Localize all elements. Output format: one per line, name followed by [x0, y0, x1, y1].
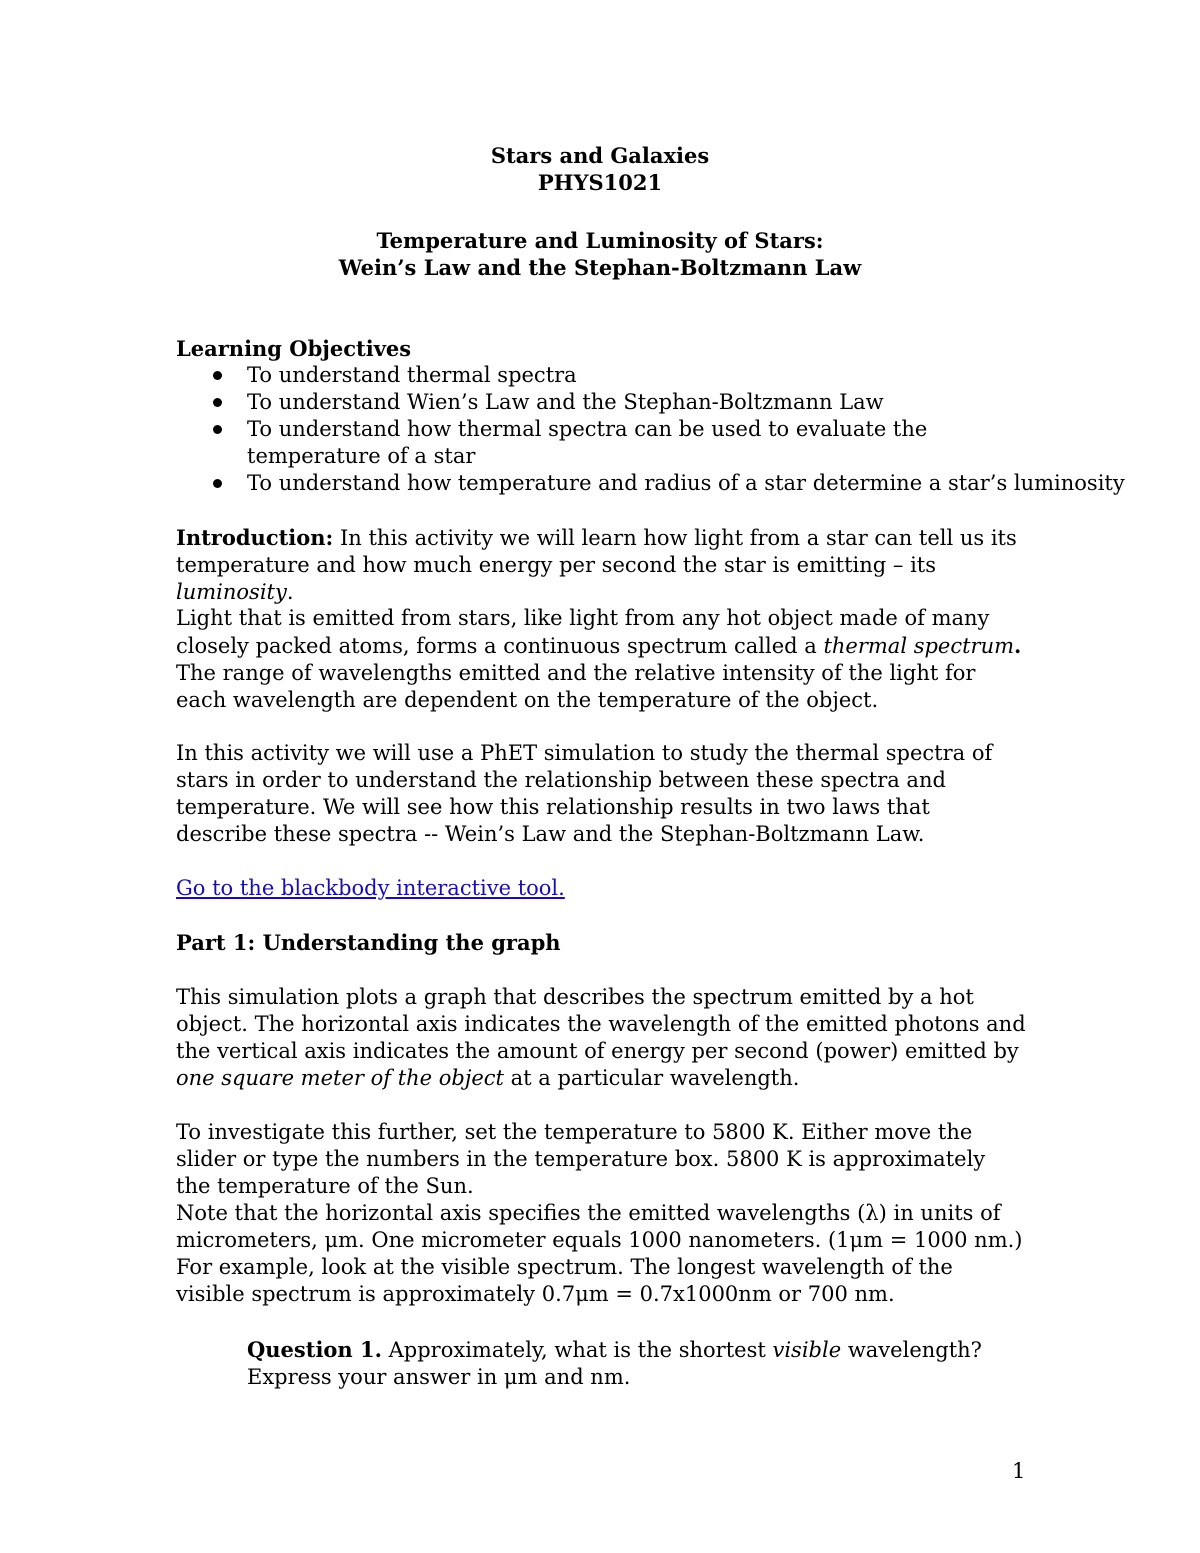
- blackbody-tool-link[interactable]: Go to the blackbody interactive tool.: [176, 876, 565, 900]
- objectives-heading: Learning Objectives: [176, 336, 412, 361]
- question-1-label: Question 1.: [247, 1337, 382, 1362]
- list-item: To understand how temperature and radius of a star determine a star’s luminosity: [176, 470, 1125, 497]
- bullet-icon: [213, 425, 222, 434]
- list-item: To understand thermal spectra: [176, 362, 1125, 389]
- introduction-label: Introduction:: [176, 525, 334, 550]
- bullet-icon: [213, 398, 222, 407]
- blackbody-tool-link-row: [176, 875, 565, 902]
- list-item: To understand how thermal spectra can be used to evaluate the temperature of a star: [176, 416, 1037, 470]
- introduction-paragraph: Introduction: In this activity we will learn how light from a star can tell us its temperature and how much energy per second the star is emitting – its luminosity.: [176, 525, 1017, 604]
- course-code: PHYS1021: [537, 170, 663, 195]
- bullet-icon: [213, 479, 222, 488]
- part1-paragraph-temperature: To investigate this further, set the temperature to 5800 K. Either move the slider or type the numbers in the temperature box. 5800 K is approximately the temperature of the Sun.: [176, 1120, 986, 1198]
- part1-heading: Part 1: Understanding the graph: [176, 930, 561, 955]
- thermal-spectrum-paragraph: Light that is emitted from stars, like light from any hot object made of many closely packed atoms, forms a continuous spectrum called a thermal spectrum. The range of wavelengths emitted and the relative intensity of the light for each wavelength are dependent on the temperature of the object.: [176, 606, 1022, 712]
- objectives-list: [176, 362, 1125, 497]
- bullet-icon: [213, 371, 222, 380]
- question-1: Question 1. Approximately, what is the shortest visible wavelength? Express your answer in μm and nm.: [247, 1337, 982, 1389]
- page-number: 1: [1012, 1459, 1026, 1483]
- list-item: To understand Wien’s Law and the Stephan-Boltzmann Law: [176, 389, 1125, 416]
- part1-paragraph-wavelength: Note that the horizontal axis specifies the emitted wavelengths (λ) in units of micrometers, μm. One micrometer equals 1000 nanometers. (1μm = 1000 nm.) For example, look at the visible spectrum. The longest wavelength of the visible spectrum is approximately 0.7μm = 0.7x1000nm or 700 nm.: [176, 1201, 1023, 1306]
- part1-paragraph-graph: This simulation plots a graph that describes the spectrum emitted by a hot object. The horizontal axis indicates the wavelength of the emitted photons and the vertical axis indicates the amount of energy per second (power) emitted by one square meter of the object at a particular wavelength.: [176, 985, 1026, 1090]
- activity-paragraph: In this activity we will use a PhET simulation to study the thermal spectra of stars in order to understand the relationship between these spectra and temperature. We will see how this relationship results in two laws that describe these spectra -- Wein’s Law and the Stephan-Boltzmann Law.: [176, 741, 993, 846]
- lab-title-line1: Temperature and Luminosity of Stars:: [376, 228, 824, 253]
- course-title: Stars and Galaxies: [490, 143, 710, 168]
- lab-title-line2: Wein’s Law and the Stephan-Boltzmann Law: [338, 255, 862, 280]
